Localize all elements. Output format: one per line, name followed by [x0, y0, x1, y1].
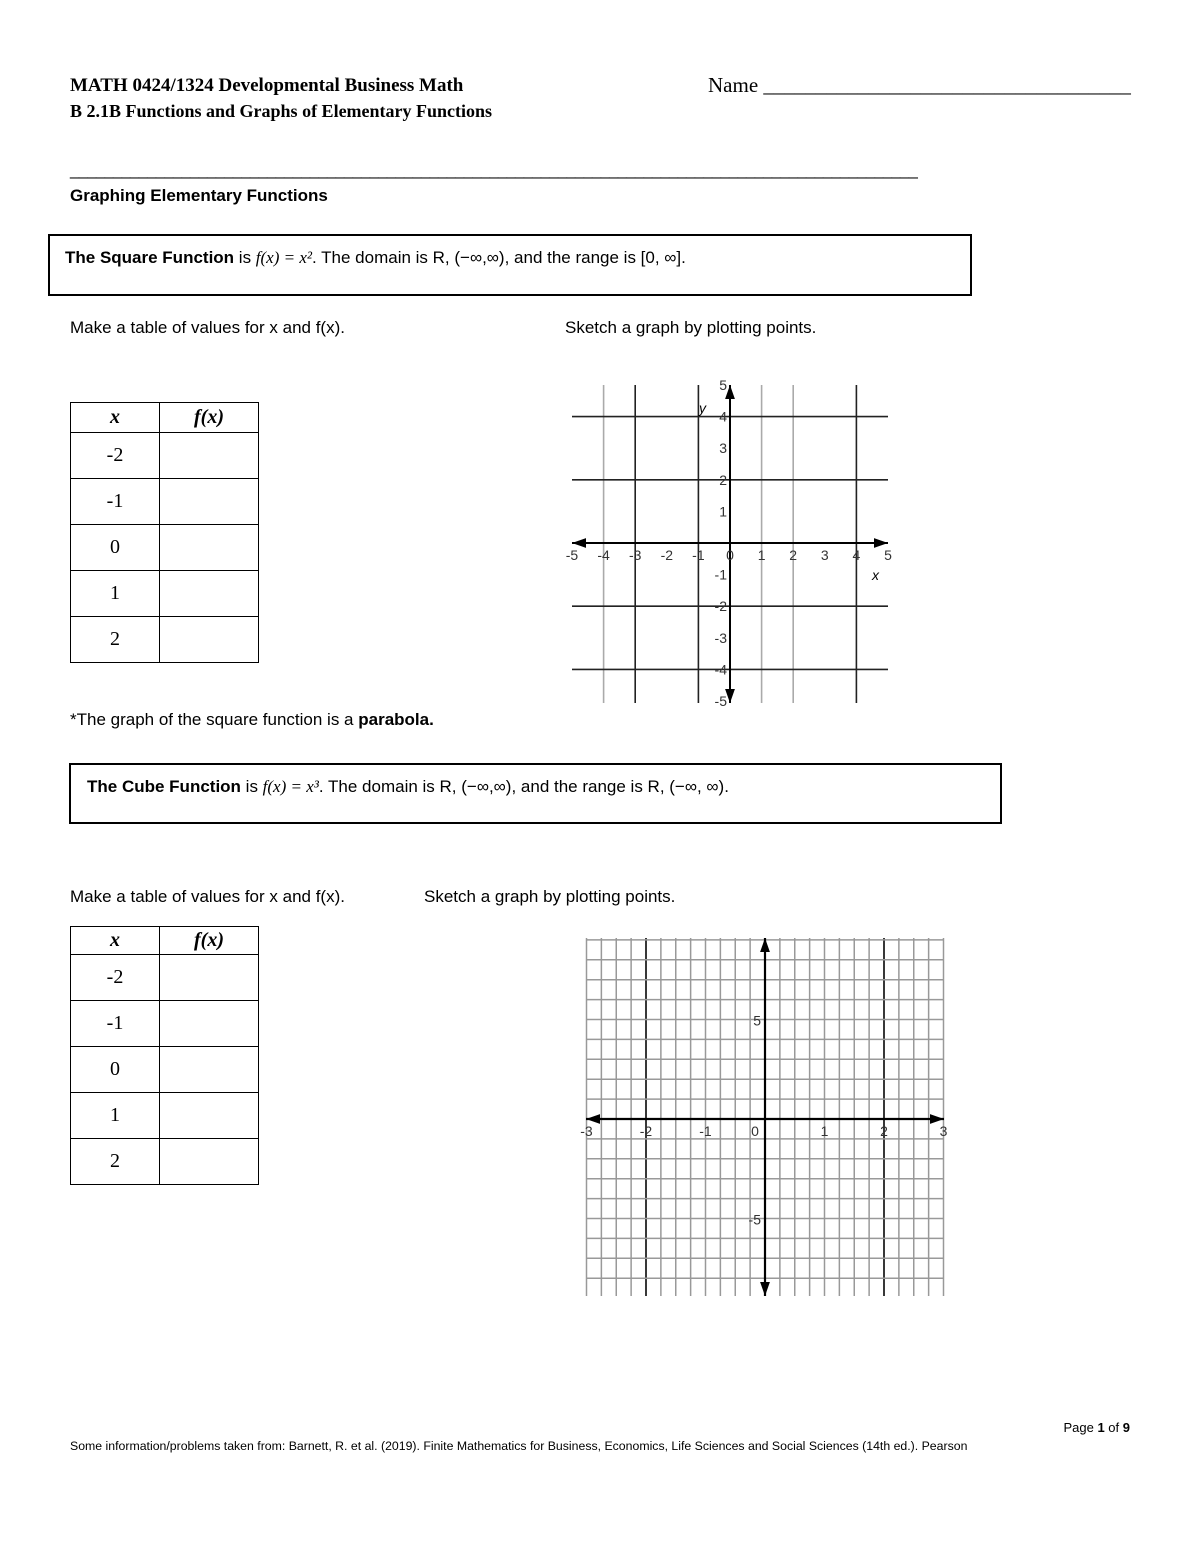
y-axis-label: y: [699, 400, 706, 416]
x-value: 1: [71, 1093, 160, 1139]
x-tick-label: 2: [880, 1123, 888, 1139]
x-value: -1: [71, 1001, 160, 1047]
header-fx: f(x): [160, 927, 259, 955]
x-tick-label: 1: [757, 547, 766, 563]
header-x: x: [71, 927, 160, 955]
x-tick-label: 2: [789, 547, 798, 563]
x-tick-label: 1: [820, 1123, 829, 1139]
cube-table-prompt: Make a table of values for x and f(x).: [70, 887, 345, 906]
x-tick-label: -5: [565, 547, 579, 563]
y-tick-label: 4: [719, 408, 727, 425]
topic-title: B 2.1B Functions and Graphs of Elementary Functions: [70, 101, 493, 121]
y-tick-label: -1: [714, 566, 727, 583]
y-tick-label: -5: [748, 1211, 761, 1228]
square-table-prompt: Make a table of values for x and f(x).: [70, 318, 345, 337]
x-value: 2: [71, 617, 160, 663]
square-formula: f(x) = x²: [255, 248, 313, 267]
y-tick-label: -4: [714, 661, 727, 678]
page-current: 1: [1097, 1420, 1105, 1435]
note-text: *The graph of the square function is a: [70, 710, 359, 729]
square-graph-prompt: Sketch a graph by plotting points.: [565, 318, 817, 337]
fx-input-cell[interactable]: [160, 1047, 259, 1093]
x-tick-label: -3: [580, 1123, 593, 1139]
x-value: 0: [71, 1047, 160, 1093]
x-value: 0: [71, 525, 160, 571]
x-value: 1: [71, 571, 160, 617]
x-tick-label: 0: [751, 1123, 759, 1139]
x-value: -2: [71, 955, 160, 1001]
x-tick-label: -2: [639, 1123, 653, 1139]
fx-input-cell[interactable]: [160, 1139, 259, 1185]
cube-box-text: is: [240, 777, 263, 796]
x-tick-label: 5: [884, 547, 892, 563]
y-tick-label: 5: [719, 377, 727, 393]
table-row: [71, 1001, 259, 1047]
y-tick-label: -3: [714, 629, 727, 646]
x-tick-label: -4: [597, 547, 610, 563]
x-value: -1: [71, 479, 160, 525]
table-row: [71, 955, 259, 1001]
x-tick-label: -1: [692, 547, 705, 563]
square-box-label: The Square Function: [65, 248, 235, 267]
x-tick-label: -2: [660, 547, 674, 563]
cube-formula: f(x) = x³: [262, 777, 319, 796]
y-tick-label: 1: [719, 503, 727, 520]
page-of: of: [1104, 1420, 1123, 1435]
table-row: [71, 1139, 259, 1185]
x-tick-label: 3: [820, 547, 829, 563]
page-total: 9: [1122, 1420, 1130, 1435]
header-fx: f(x): [160, 403, 259, 433]
table-row: [71, 1047, 259, 1093]
x-axis-label: x: [872, 567, 879, 583]
section-title: Graphing Elementary Functions: [70, 186, 328, 205]
square-box-text: is: [234, 248, 256, 267]
y-tick-label: 2: [719, 471, 727, 488]
x-tick-label: -3: [628, 547, 642, 563]
page-label: Page: [1063, 1420, 1098, 1435]
cube-values-table: [70, 926, 259, 1185]
header-x: x: [71, 403, 160, 433]
x-tick-label: -1: [699, 1123, 712, 1139]
y-tick-label: -5: [714, 693, 727, 709]
x-tick-label: 0: [726, 547, 734, 563]
cube-box-label: The Cube Function: [87, 777, 241, 796]
cube-function-box: [69, 763, 1002, 824]
table-row: [71, 1093, 259, 1139]
fx-input-cell[interactable]: [160, 1001, 259, 1047]
fx-input-cell[interactable]: [160, 955, 259, 1001]
cube-box-domain: . The domain is R, (−∞,∞), and the range is R, (−∞, ∞).: [318, 777, 729, 796]
parabola-note: [70, 710, 434, 730]
x-value: -2: [71, 433, 160, 479]
citation: Some information/problems taken from: Barnett, R. et al. (2019). Finite Mathematics for Business, Economics, Life Sciences and Social Sciences (14th ed.). Pearson: [70, 1439, 968, 1453]
x-tick-label: 4: [852, 547, 861, 563]
y-tick-label: -2: [714, 598, 727, 615]
x-tick-label: 3: [939, 1123, 948, 1139]
course-title: MATH 0424/1324 Developmental Business Math: [70, 75, 464, 96]
name-field[interactable]: Name ___________________________________: [708, 73, 1131, 97]
page-number: [1063, 1420, 1130, 1435]
x-value: 2: [71, 1139, 160, 1185]
y-tick-label: 3: [719, 440, 727, 457]
square-box-domain: . The domain is R, (−∞,∞), and the range is [0, ∞].: [312, 248, 686, 267]
fx-input-cell[interactable]: [160, 1093, 259, 1139]
y-axis-arrow: [760, 1282, 770, 1296]
table-header: [71, 927, 259, 955]
note-bold: parabola.: [358, 710, 434, 729]
cube-graph-prompt: Sketch a graph by plotting points.: [424, 887, 676, 906]
divider-rule: ___________________________________________________________________________________________________: [70, 160, 917, 179]
y-tick-label: 5: [753, 1012, 761, 1029]
